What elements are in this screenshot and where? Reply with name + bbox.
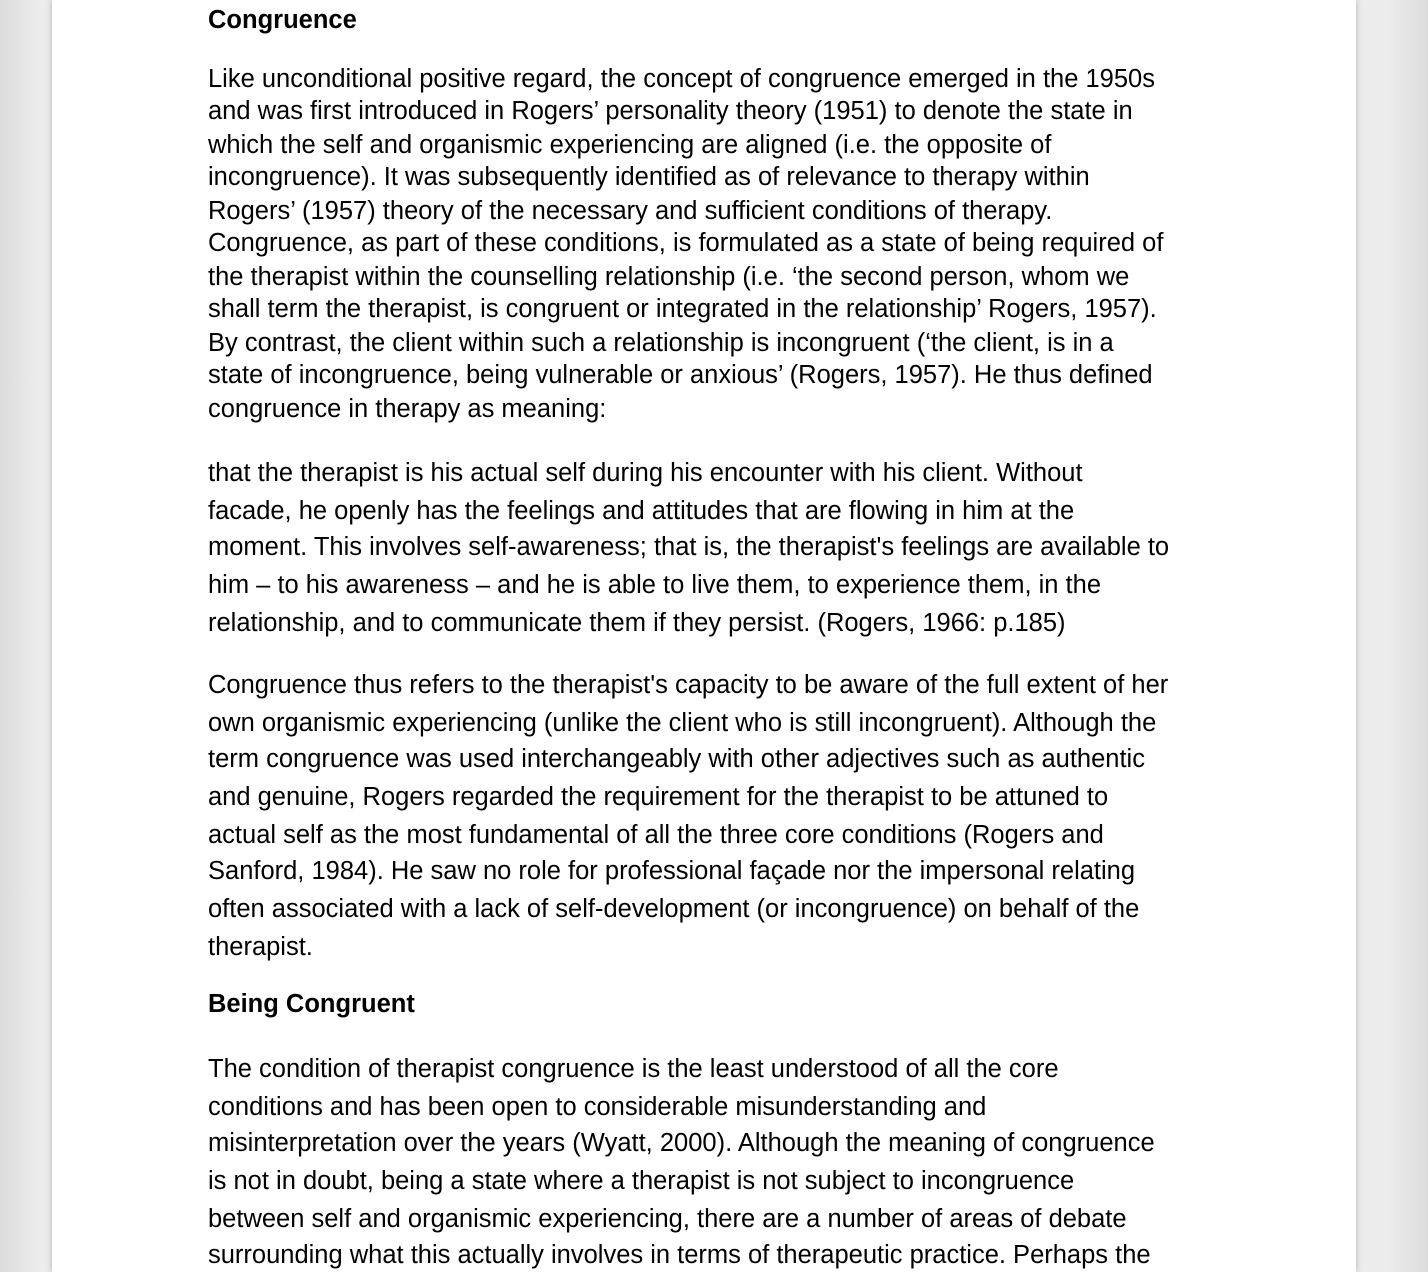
text-line: congruence in therapy as meaning:	[208, 395, 607, 423]
text-line: Congruence thus refers to the therapist's capacity to be aware of the full extent of her	[208, 671, 1169, 699]
text-line: term congruence was used interchangeably with other adjectives such as authentic	[208, 745, 1145, 773]
text-line: Congruence, as part of these conditions, is formulated as a state of being required of	[208, 229, 1164, 257]
heading-congruence: Congruence	[208, 6, 357, 34]
text-line: and genuine, Rogers regarded the requirement for the therapist to be attuned to	[208, 783, 1109, 811]
text-line: therapist.	[208, 933, 313, 961]
text-line: shall term the therapist, is congruent or integrated in the relationship’ Rogers, 1957).	[208, 295, 1157, 323]
heading-being-congruent: Being Congruent	[208, 990, 415, 1018]
text-line: own organismic experiencing (unlike the client who is still incongruent). Although the	[208, 709, 1157, 737]
text-line: surrounding what this actually involves in terms of therapeutic practice. Perhaps the	[208, 1241, 1151, 1269]
text-line: between self and organismic experiencing, there are a number of areas of debate	[208, 1205, 1127, 1233]
text-line: which the self and organismic experiencing are aligned (i.e. the opposite of	[208, 131, 1052, 159]
text-line: Sanford, 1984). He saw no role for professional façade nor the impersonal relating	[208, 857, 1136, 885]
text-line: moment. This involves self-awareness; that is, the therapist's feelings are available to	[208, 533, 1170, 561]
text-line: incongruence). It was subsequently identified as of relevance to therapy within	[208, 163, 1090, 191]
text-line: state of incongruence, being vulnerable or anxious’ (Rogers, 1957). He thus defined	[208, 361, 1153, 389]
text-line: facade, he openly has the feelings and attitudes that are flowing in him at the	[208, 497, 1075, 525]
text-line: By contrast, the client within such a relationship is incongruent (‘the client, is in a	[208, 329, 1114, 357]
text-line: relationship, and to communicate them if they persist. (Rogers, 1966: p.185)	[208, 609, 1066, 637]
text-line: Like unconditional positive regard, the concept of congruence emerged in the 1950s	[208, 65, 1155, 93]
text-line: and was first introduced in Rogers’ personality theory (1951) to denote the state in	[208, 97, 1133, 125]
text-line: actual self as the most fundamental of all the three core conditions (Rogers and	[208, 821, 1104, 849]
text-line: is not in doubt, being a state where a therapist is not subject to incongruence	[208, 1167, 1075, 1195]
text-line: conditions and has been open to considerable misunderstanding and	[208, 1093, 987, 1121]
text-line: the therapist within the counselling relationship (i.e. ‘the second person, whom we	[208, 263, 1130, 291]
text-line: Rogers’ (1957) theory of the necessary and sufficient conditions of therapy.	[208, 197, 1053, 225]
document-page[interactable]	[52, 0, 1356, 1272]
text-line: him – to his awareness – and he is able to live them, to experience them, in the	[208, 571, 1101, 599]
text-line: often associated with a lack of self-development (or incongruence) on behalf of the	[208, 895, 1140, 923]
text-line: that the therapist is his actual self during his encounter with his client. Without	[208, 459, 1083, 487]
text-line: misinterpretation over the years (Wyatt, 2000). Although the meaning of congruence	[208, 1129, 1155, 1157]
text-line: The condition of therapist congruence is the least understood of all the core	[208, 1055, 1059, 1083]
